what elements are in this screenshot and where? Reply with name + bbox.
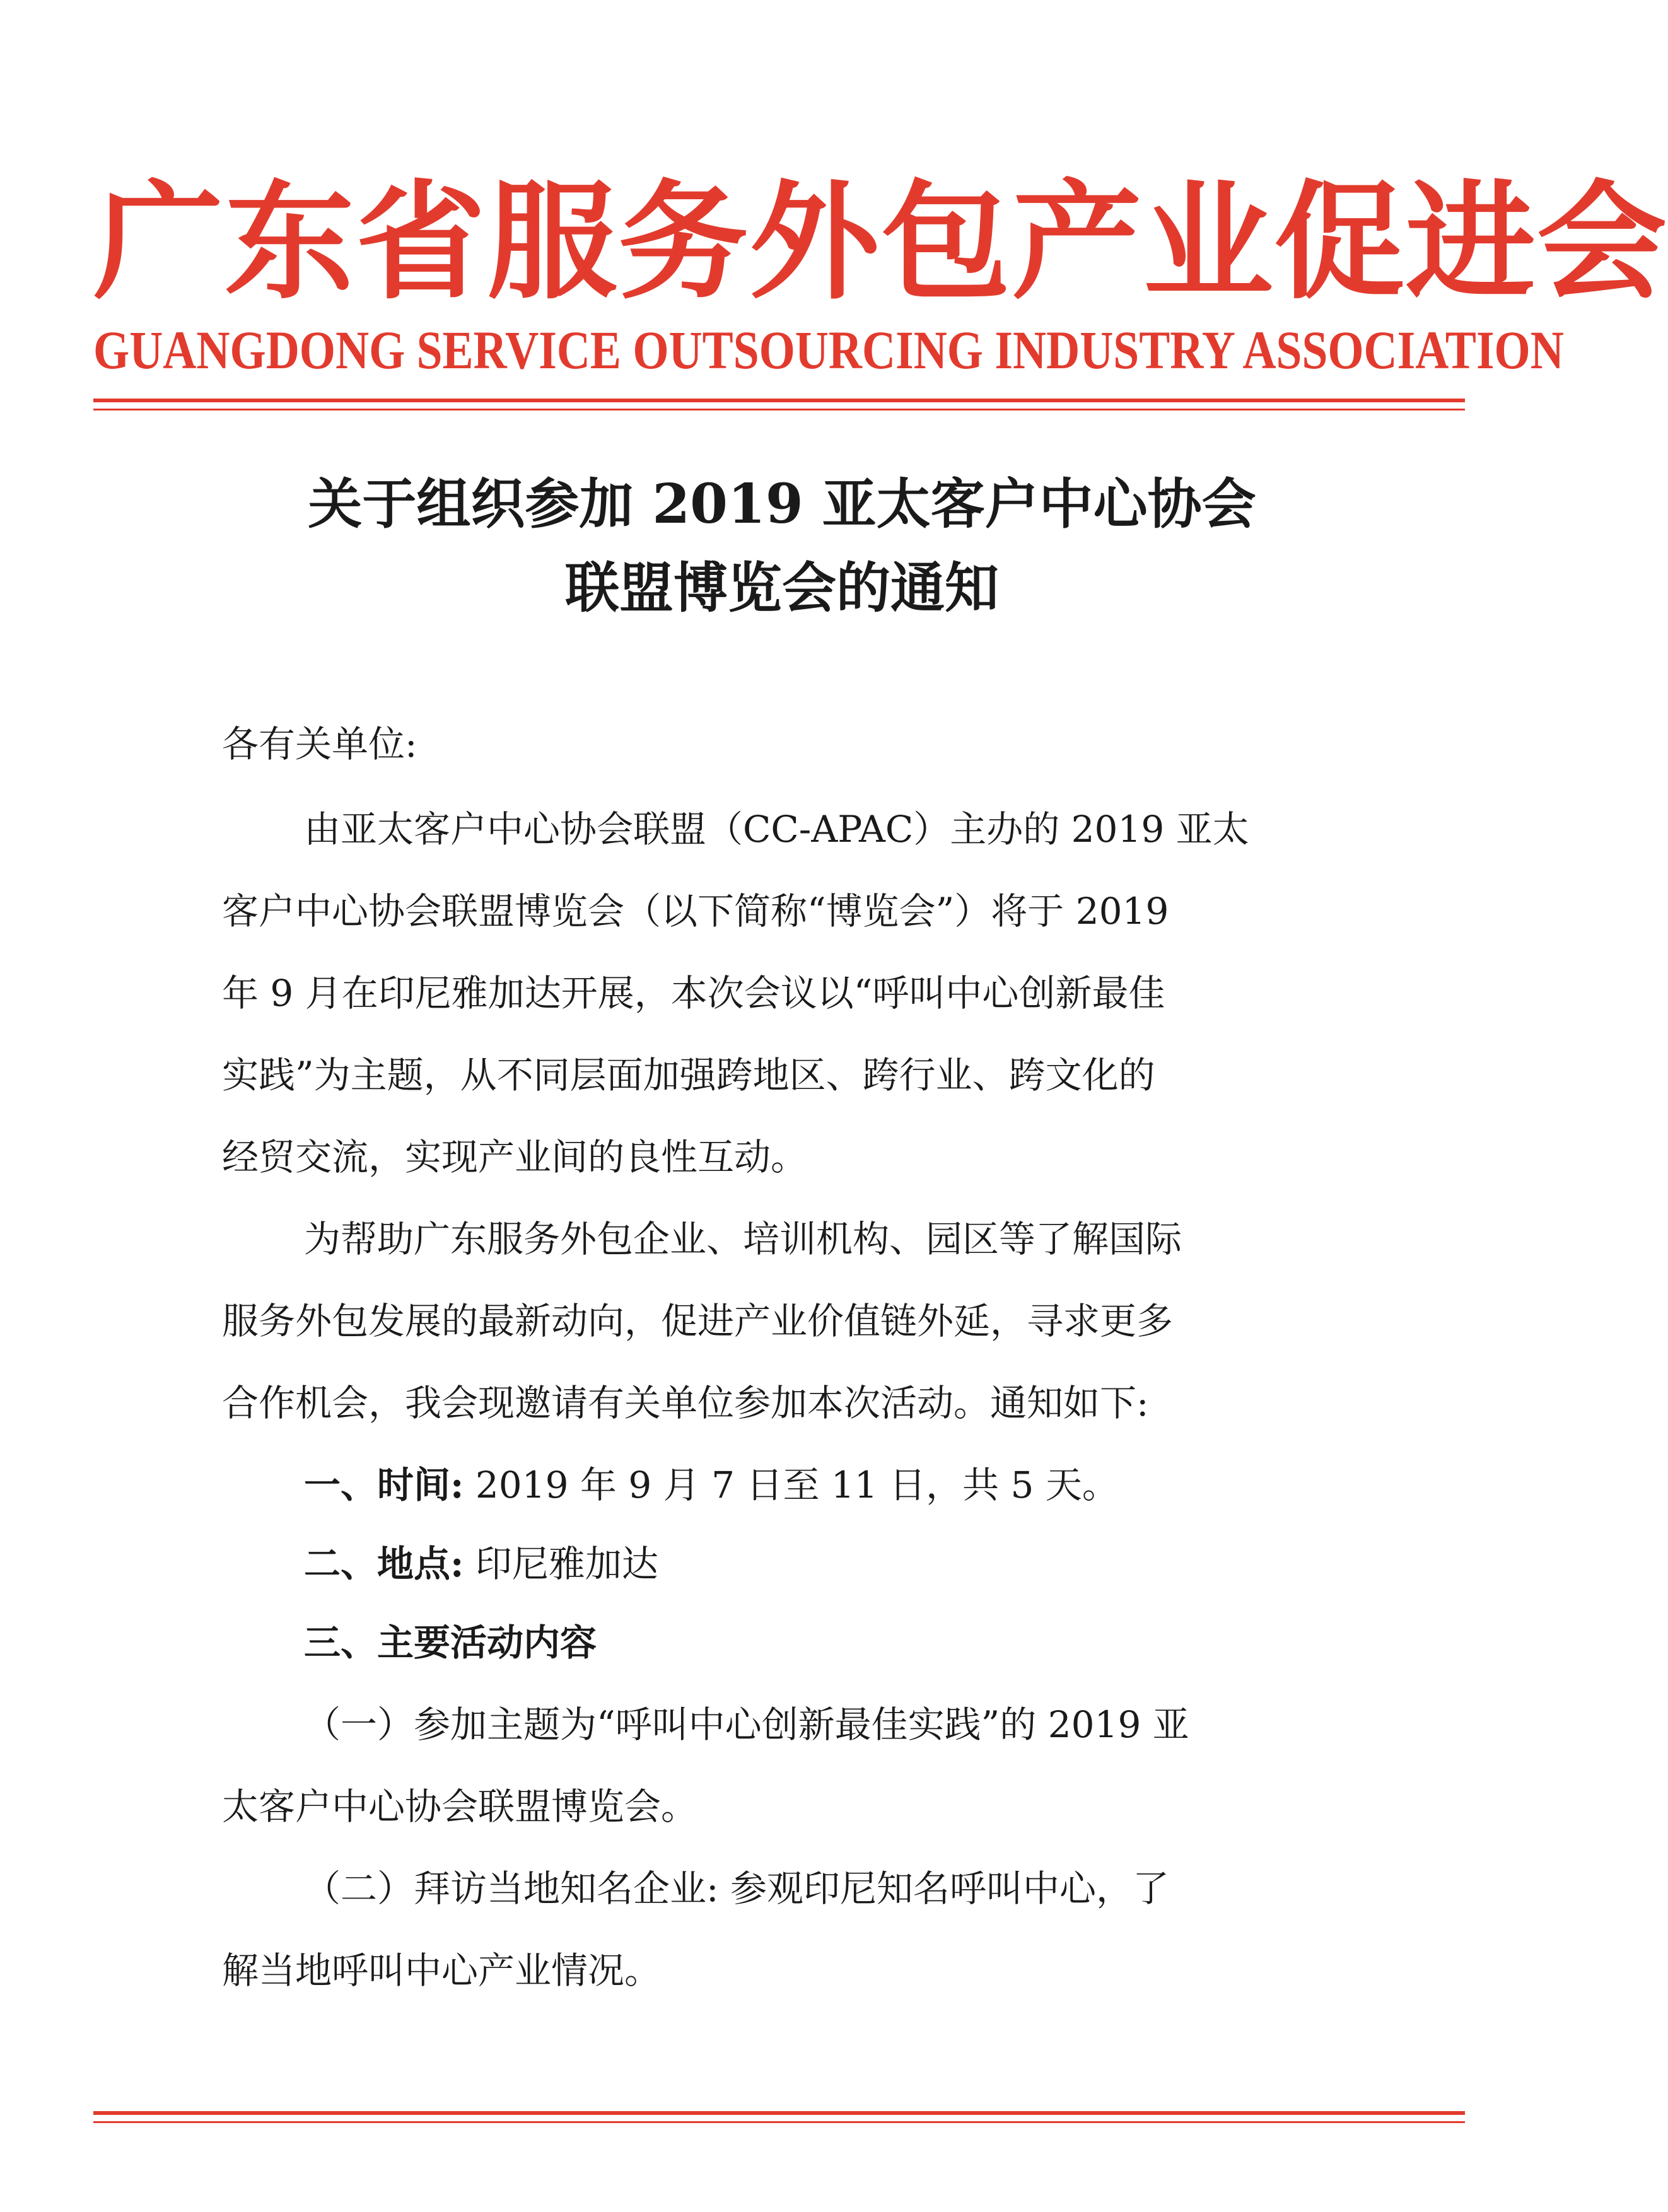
letterhead-org-name-english: GUANGDONG SERVICE OUTSOURCING INDUSTRY ASSOCIATION bbox=[93, 320, 1564, 380]
document-title-line-1: 关于组织参加 2019 亚太客户中心协会 bbox=[308, 472, 1256, 536]
sub-item-2-line-2: 解当地呼叫中心产业情况。 bbox=[222, 1949, 662, 1992]
paragraph-2-line-3: 合作机会，我会现邀请有关单位参加本次活动。通知如下: bbox=[222, 1382, 1149, 1424]
letterhead-rule-thin bbox=[93, 409, 1465, 410]
item-time bbox=[304, 1460, 1119, 1510]
item-location bbox=[304, 1539, 658, 1589]
item-location-label: 二、地点: bbox=[304, 1542, 464, 1585]
document-title-line-2: 联盟博览会的通知 bbox=[565, 556, 999, 620]
footer-rule-thick bbox=[93, 2111, 1465, 2115]
item-time-value: 2019 年 9 月 7 日至 11 日，共 5 天。 bbox=[464, 1464, 1119, 1506]
sub-item-2-line-1: （二）拜访当地知名企业: 参观印尼知名呼叫中心，了 bbox=[304, 1867, 1169, 1910]
letterhead-org-name-chinese: 广东省服务外包产业促进会 bbox=[93, 166, 1668, 317]
item-location-value: 印尼雅加达 bbox=[464, 1542, 658, 1585]
salutation: 各有关单位: bbox=[222, 723, 417, 765]
item-time-label: 一、时间: bbox=[304, 1464, 464, 1506]
sub-item-1-line-2: 太客户中心协会联盟博览会。 bbox=[222, 1785, 698, 1828]
paragraph-2-line-2: 服务外包发展的最新动向，促进产业价值链外延，寻求更多 bbox=[222, 1300, 1174, 1342]
paragraph-1-line-5: 经贸交流，实现产业间的良性互动。 bbox=[222, 1136, 808, 1179]
paragraph-2-line-1: 为帮助广东服务外包企业、培训机构、园区等了解国际 bbox=[304, 1218, 1182, 1260]
item-activities-heading: 三、主要活动内容 bbox=[304, 1621, 597, 1664]
sub-item-1-line-1: （一）参加主题为“呼叫中心创新最佳实践”的 2019 亚 bbox=[304, 1703, 1189, 1746]
paragraph-1-line-2: 客户中心协会联盟博览会（以下简称“博览会”）将于 2019 bbox=[222, 890, 1169, 933]
paragraph-1-line-1: 由亚太客户中心协会联盟（CC-APAC）主办的 2019 亚太 bbox=[304, 808, 1249, 851]
document-body bbox=[222, 719, 1300, 2075]
letterhead-rule-thick bbox=[93, 399, 1465, 402]
paragraph-1-line-4: 实践”为主题，从不同层面加强跨地区、跨行业、跨文化的 bbox=[222, 1054, 1155, 1097]
footer-rule-thin bbox=[93, 2121, 1465, 2123]
paragraph-1-line-3: 年 9 月在印尼雅加达开展，本次会议以“呼叫中心创新最佳 bbox=[222, 972, 1165, 1015]
